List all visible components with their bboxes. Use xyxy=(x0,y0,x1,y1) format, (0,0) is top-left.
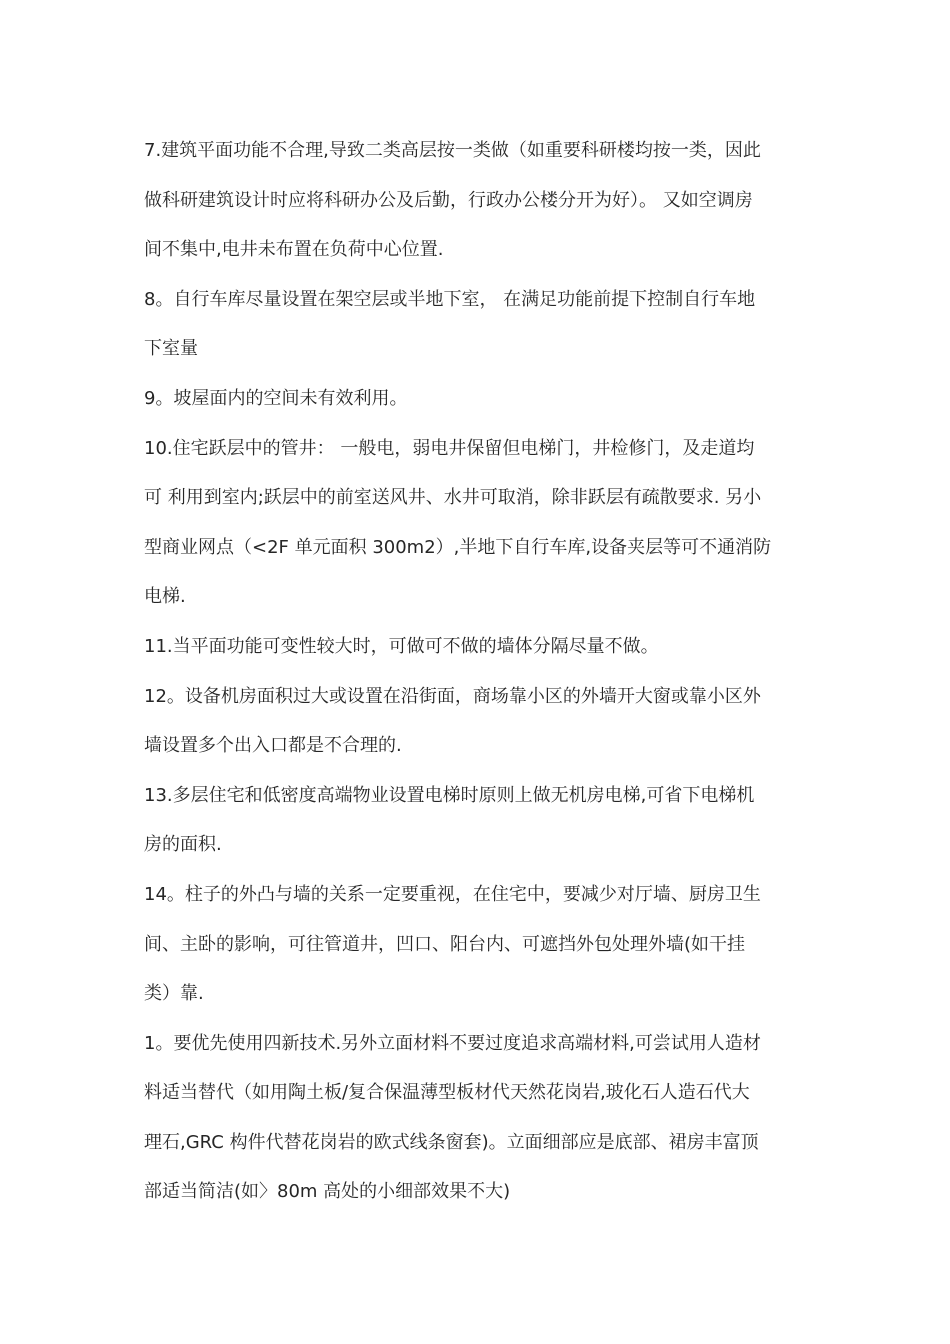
text-line: 12。设备机房面积过大或设置在沿街面，商场靠小区的外墙开大窗或靠小区外 xyxy=(144,685,761,707)
paragraph-13 xyxy=(144,771,809,870)
text-line: 墙设置多个出入口都是不合理的. xyxy=(144,735,402,757)
text-line: 13.多层住宅和低密度高端物业设置电梯时原则上做无机房电梯,可省下电梯机 xyxy=(144,784,755,806)
text-line: 型商业网点（<2F 单元面积 300m2）,半地下自行车库,设备夹层等可不通消防 xyxy=(144,536,772,558)
paragraph-9 xyxy=(144,374,809,424)
text-line: 10.住宅跃层中的管井： 一般电，弱电井保留但电梯门，井检修门，及走道均 xyxy=(144,437,755,459)
text-line: 房的面积. xyxy=(144,834,222,856)
text-line: 9。坡屋面内的空间未有效利用。 xyxy=(144,387,408,409)
text-line: 间不集中,电井未布置在负荷中心位置. xyxy=(144,239,444,261)
paragraph-8 xyxy=(144,275,809,374)
text-line: 理石,GRC 构件代替花岗岩的欧式线条窗套)。立面细部应是底部、裙房丰富顶 xyxy=(144,1131,759,1153)
text-line: 料适当替代（如用陶土板/复合保温薄型板材代天然花岗岩,玻化石人造石代大 xyxy=(144,1082,750,1104)
document-body xyxy=(144,126,809,1217)
text-line: 可 利用到室内;跃层中的前室送风井、水井可取消，除非跃层有疏散要求. 另小 xyxy=(144,487,762,509)
text-line: 间、主卧的影响，可往管道井，凹口、阳台内、可遮挡外包处理外墙(如干挂 xyxy=(144,933,746,955)
text-line: 下室量 xyxy=(144,338,198,360)
text-line: 部适当简洁(如〉80m 高处的小细部效果不大) xyxy=(144,1181,511,1203)
text-line: 电梯. xyxy=(144,586,186,608)
text-line: 14。柱子的外凸与墙的关系一定要重视，在住宅中，要减少对厅墙、厨房卫生 xyxy=(144,883,761,905)
paragraph-1 xyxy=(144,1019,809,1217)
text-line: 8。自行车库尽量设置在架空层或半地下室， 在满足功能前提下控制自行车地 xyxy=(144,288,756,310)
paragraph-12 xyxy=(144,672,809,771)
text-line: 1。要优先使用四新技术.另外立面材料不要过度追求高端材料,可尝试用人造材 xyxy=(144,1032,761,1054)
text-line: 7.建筑平面功能不合理,导致二类高层按一类做（如重要科研楼均按一类，因此 xyxy=(144,140,761,161)
text-line: 类）靠. xyxy=(144,983,204,1005)
paragraph-14 xyxy=(144,870,809,1019)
text-line: 11.当平面功能可变性较大时，可做可不做的墙体分隔尽量不做。 xyxy=(144,635,659,657)
paragraph-7 xyxy=(144,126,809,275)
paragraph-10 xyxy=(144,424,809,622)
paragraph-11 xyxy=(144,622,809,672)
text-line: 做科研建筑设计时应将科研办公及后勤，行政办公楼分开为好）。 又如空调房 xyxy=(144,189,753,211)
